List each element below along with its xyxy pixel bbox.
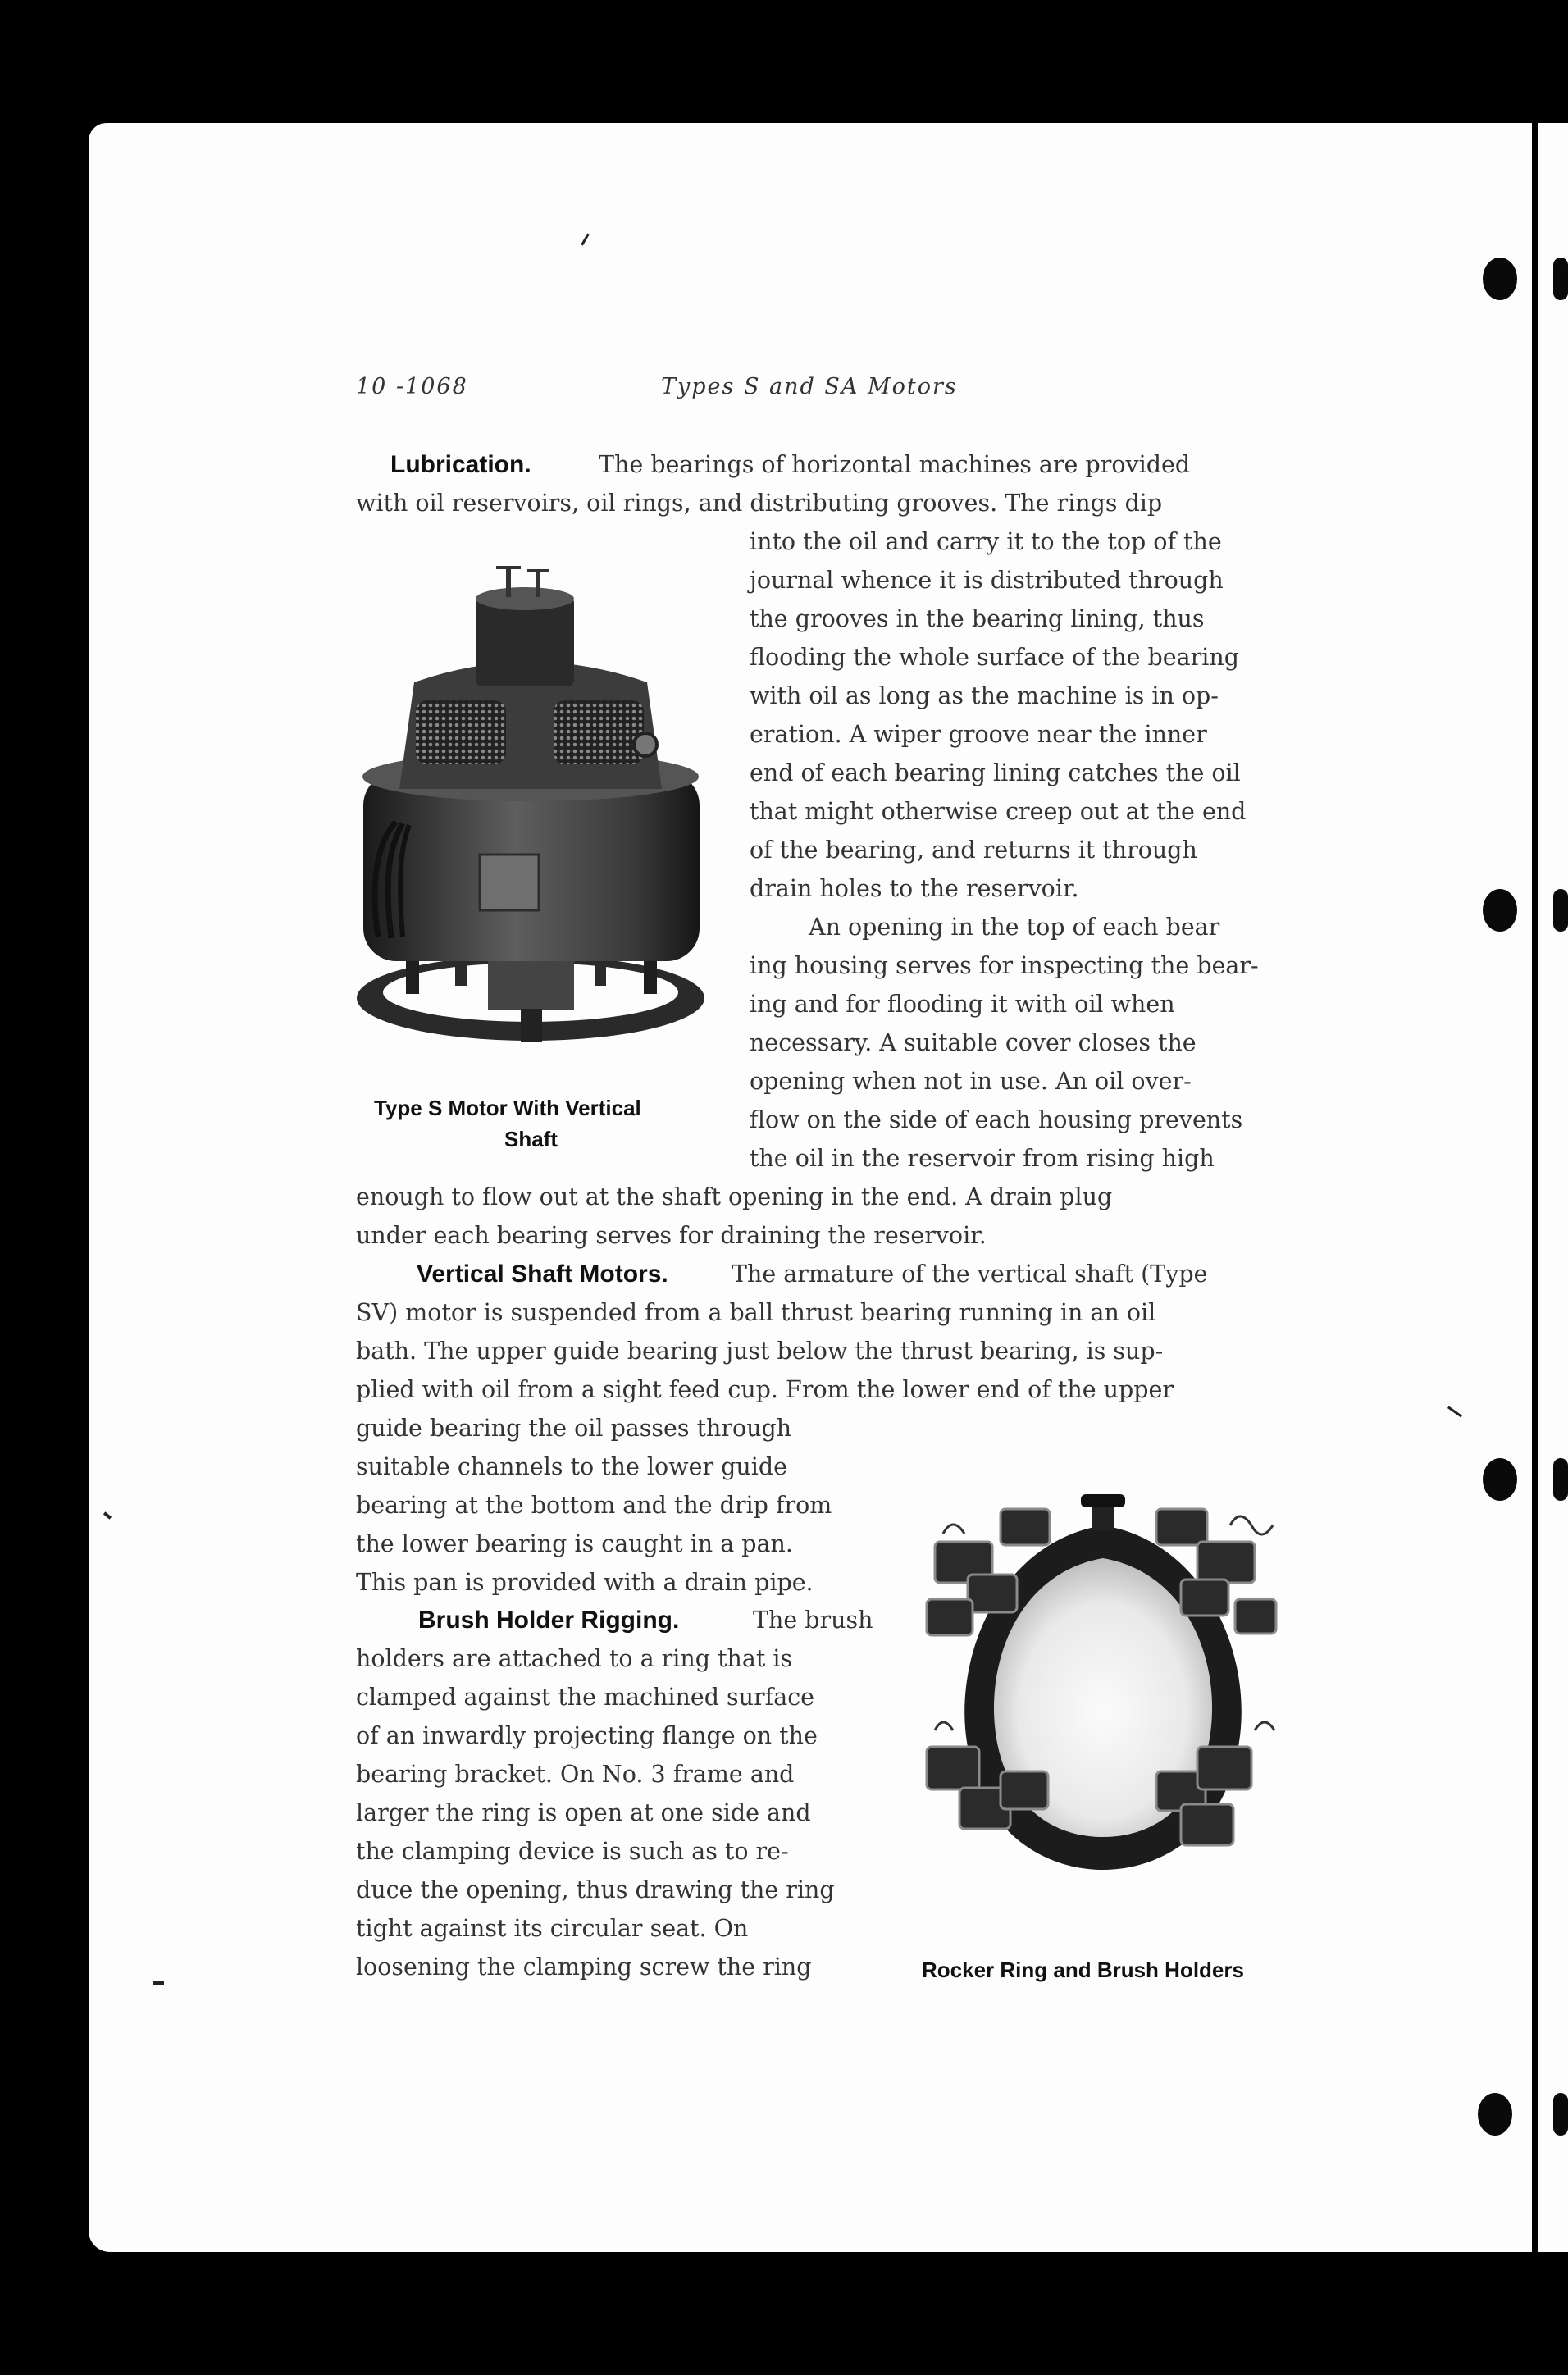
- body-line: guide bearing the oil passes through: [356, 1415, 792, 1442]
- binder-hole: [1553, 258, 1568, 300]
- body-line: the oil in the reservoir from rising high: [750, 1145, 1215, 1172]
- binder-hole: [1478, 2093, 1512, 2136]
- page-number: 10 -1068: [356, 374, 468, 399]
- body-line: eration. A wiper groove near the inner: [750, 721, 1207, 748]
- vertical-shaft-motor-figure: [349, 551, 713, 1076]
- body-line: An opening in the top of each bear: [809, 914, 1220, 941]
- body-line: into the oil and carry it to the top of the: [750, 528, 1222, 555]
- body-line: enough to flow out at the shaft opening in the end. A drain plug: [356, 1183, 1113, 1210]
- body-line: the lower bearing is caught in a pan.: [356, 1530, 793, 1557]
- running-title: Types S and SA Motors: [661, 374, 958, 399]
- body-line: the clamping device is such as to re-: [356, 1838, 789, 1865]
- body-line: larger the ring is open at one side and: [356, 1799, 811, 1826]
- body-line: under each bearing serves for draining the reservoir.: [356, 1222, 987, 1249]
- binder-hole: [1553, 1458, 1568, 1501]
- binder-hole: [1553, 889, 1568, 932]
- body-line: opening when not in use. An oil over-: [750, 1068, 1192, 1095]
- body-line: The bearings of horizontal machines are provided: [599, 451, 1191, 478]
- figure-caption-motor-line1: Type S Motor With Vertical: [374, 1096, 641, 1120]
- body-line: tight against its circular seat. On: [356, 1915, 749, 1942]
- body-line: duce the opening, thus drawing the ring: [356, 1876, 835, 1903]
- body-line: with oil as long as the machine is in op-: [750, 682, 1219, 709]
- body-line: that might otherwise creep out at the end: [750, 798, 1247, 825]
- figure-caption-motor-line2: Shaft: [504, 1127, 558, 1151]
- body-line: bearing at the bottom and the drip from: [356, 1492, 832, 1519]
- section-heading-brush-holder: Brush Holder Rigging.: [418, 1607, 680, 1634]
- body-line: of the bearing, and returns it through: [750, 836, 1197, 864]
- body-line: The brush: [753, 1607, 873, 1634]
- body-line: This pan is provided with a drain pipe.: [356, 1569, 814, 1596]
- body-line: flooding the whole surface of the bearing: [750, 644, 1239, 671]
- figure-caption-rocker: Rocker Ring and Brush Holders: [922, 1958, 1244, 1982]
- body-line: the grooves in the bearing lining, thus: [750, 605, 1205, 632]
- scan-speck: [153, 1981, 164, 1985]
- body-line: clamped against the machined surface: [356, 1684, 815, 1711]
- body-line: plied with oil from a sight feed cup. From the lower end of the upper: [356, 1376, 1174, 1403]
- body-line: of an inwardly projecting flange on the: [356, 1722, 818, 1749]
- body-line: necessary. A suitable cover closes the: [750, 1029, 1197, 1056]
- body-line: SV) motor is suspended from a ball thrust bearing running in an oil: [356, 1299, 1156, 1326]
- adjacent-page-edge: [1538, 123, 1568, 2252]
- body-line: end of each bearing lining catches the oil: [750, 759, 1241, 786]
- body-line: with oil reservoirs, oil rings, and distributing grooves. The rings dip: [356, 490, 1163, 517]
- rocker-ring-figure: [910, 1476, 1296, 1894]
- body-line: The armature of the vertical shaft (Type: [732, 1260, 1208, 1288]
- binder-hole: [1483, 258, 1517, 300]
- body-line: bearing bracket. On No. 3 frame and: [356, 1761, 795, 1788]
- body-line: holders are attached to a ring that is: [356, 1645, 793, 1672]
- body-line: drain holes to the reservoir.: [750, 875, 1079, 902]
- body-line: ing housing serves for inspecting the bear-: [750, 952, 1259, 979]
- section-heading-vertical-shaft: Vertical Shaft Motors.: [417, 1260, 668, 1288]
- binder-hole: [1553, 2093, 1568, 2136]
- binder-hole: [1483, 889, 1517, 932]
- binder-hole: [1483, 1458, 1517, 1501]
- body-line: suitable channels to the lower guide: [356, 1453, 787, 1480]
- body-line: journal whence it is distributed through: [750, 567, 1224, 594]
- section-heading-lubrication: Lubrication.: [390, 451, 531, 478]
- body-line: flow on the side of each housing prevents: [750, 1106, 1243, 1133]
- body-line: bath. The upper guide bearing just below the thrust bearing, is sup-: [356, 1338, 1164, 1365]
- body-line: loosening the clamping screw the ring: [356, 1953, 812, 1981]
- body-line: ing and for flooding it with oil when: [750, 991, 1175, 1018]
